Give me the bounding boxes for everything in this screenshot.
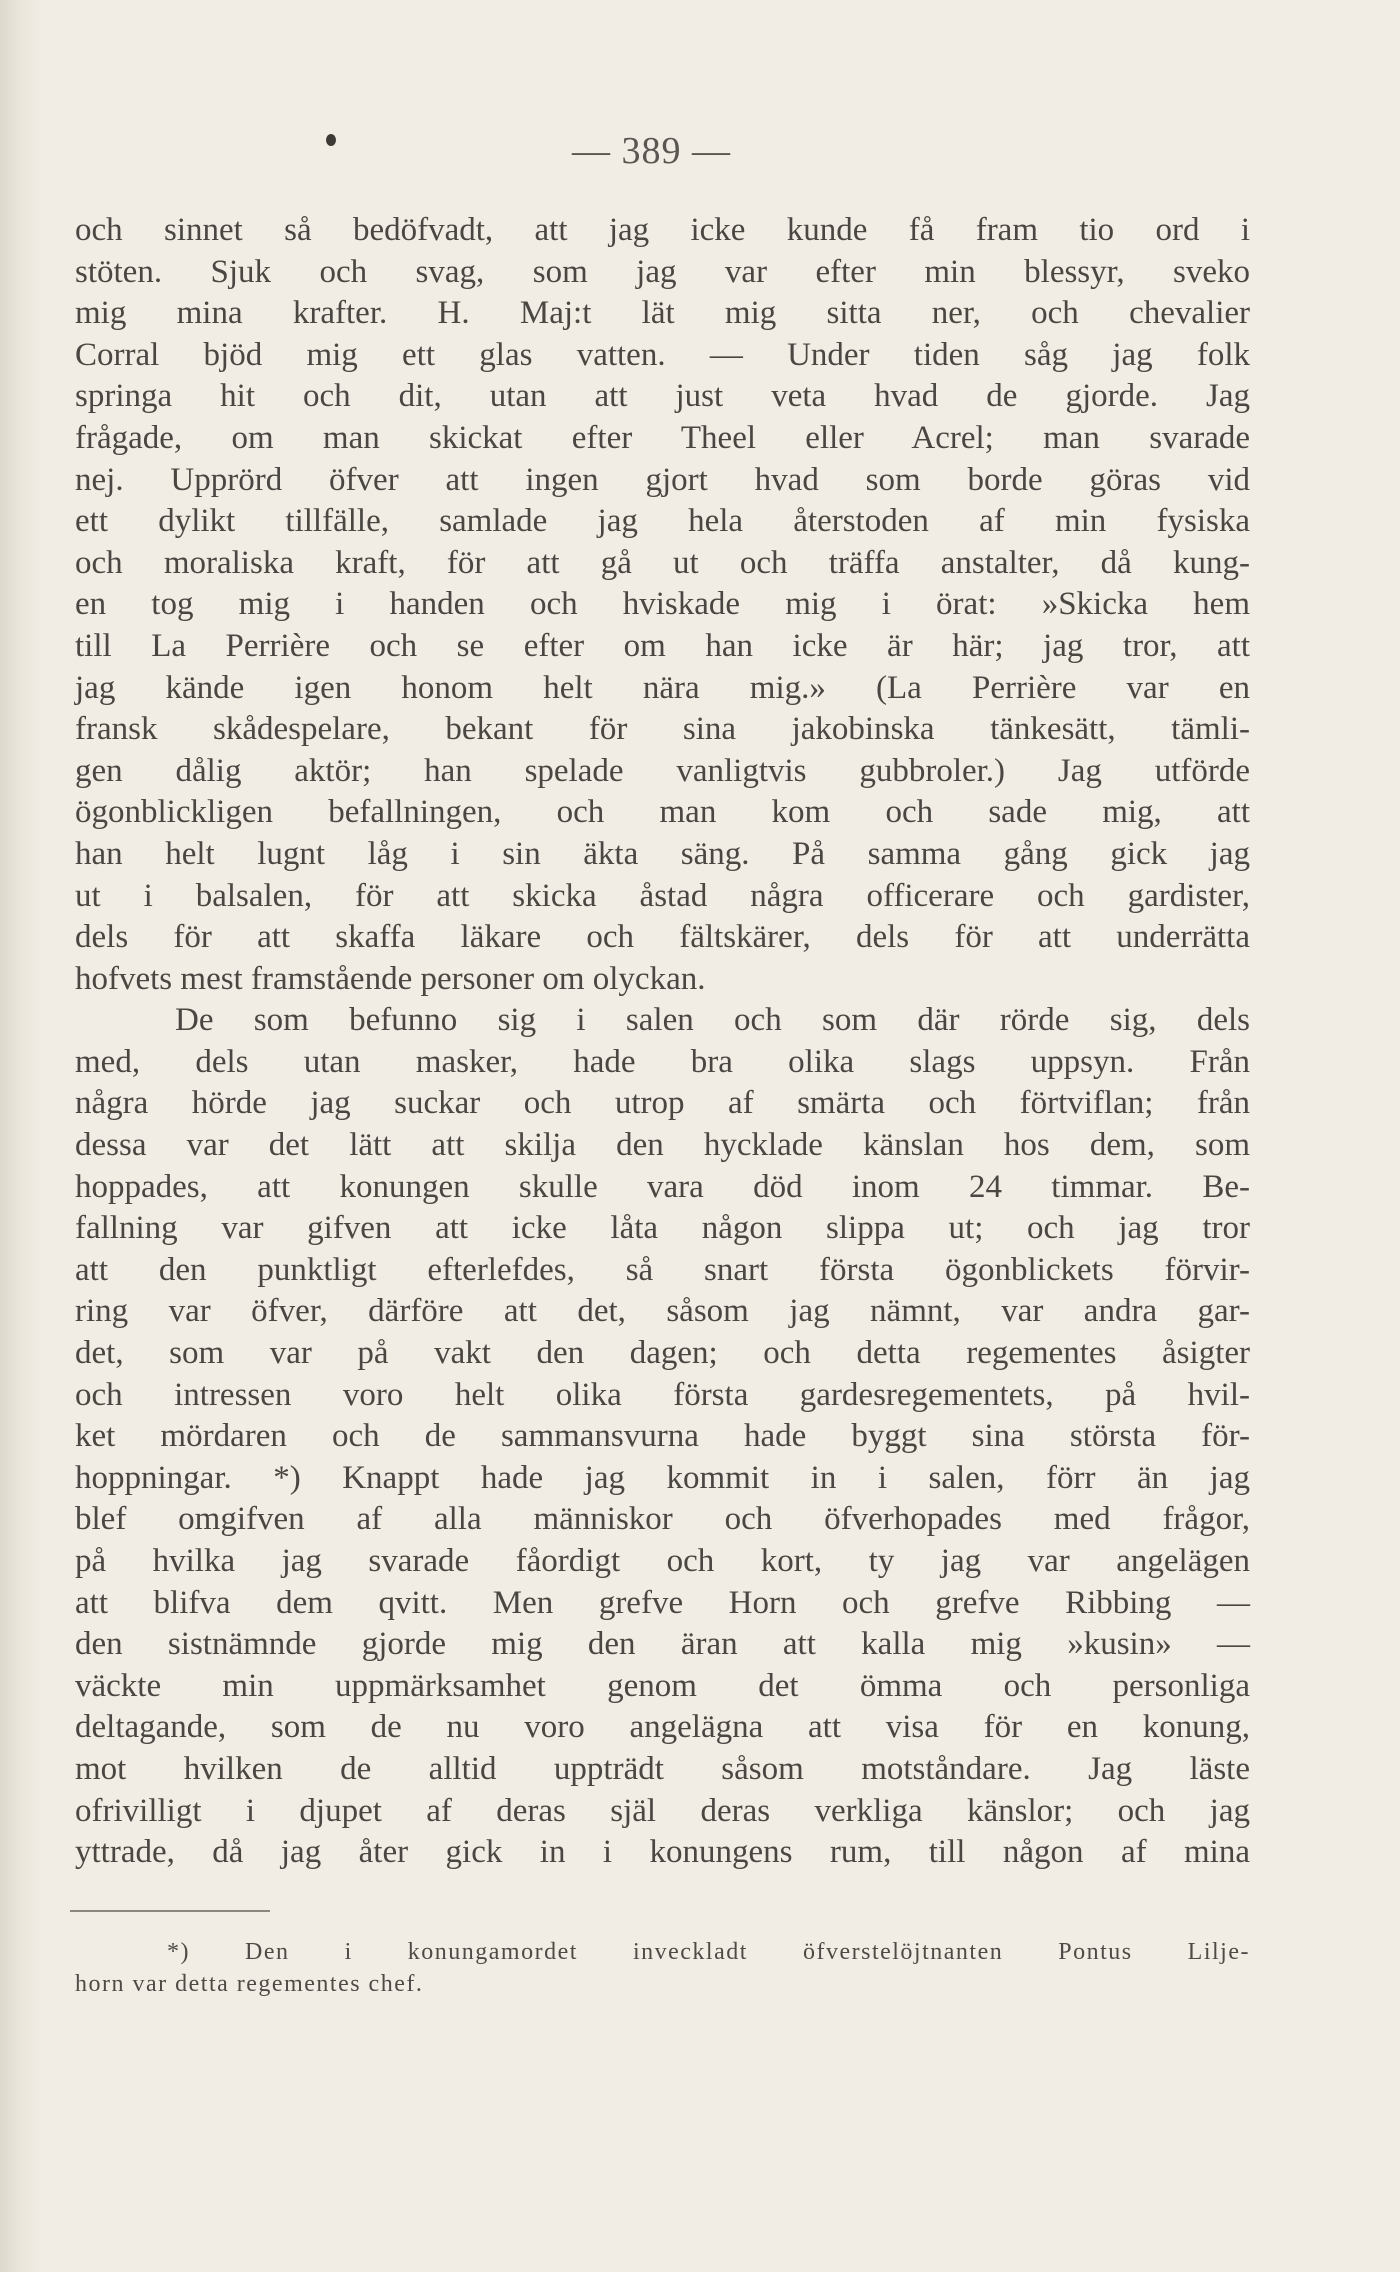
text-line: mot hvilken de alltid uppträdt såsom motståndare. Jag läste <box>75 1750 1250 1787</box>
text-line: fransk skådespelare, bekant för sina jakobinska tänkesätt, tämli- <box>75 711 1250 748</box>
text-line: till La Perrière och se efter om han icke är här; jag tror, att <box>75 627 1250 664</box>
text-line: ofrivilligt i djupet af deras själ deras verkliga känslor; och jag <box>75 1792 1250 1829</box>
text-line-paragraph-start: De som befunno sig i salen och som där rörde sig, dels <box>175 1002 1250 1039</box>
text-line: och intressen voro helt olika första gardesregementets, på hvil- <box>75 1376 1250 1413</box>
text-line: gen dålig aktör; han spelade vanligtvis gubbroler.) Jag utförde <box>75 752 1250 789</box>
text-line: med, dels utan masker, hade bra olika slags uppsyn. Från <box>75 1043 1250 1080</box>
text-line: ket mördaren och de sammansvurna hade byggt sina största för- <box>75 1418 1250 1455</box>
text-line: ring var öfver, därföre att det, såsom jag nämnt, var andra gar- <box>75 1293 1250 1330</box>
text-line: yttrade, då jag åter gick in i konungens rum, till någon af mina <box>75 1834 1250 1871</box>
text-line: ögonblickligen befallningen, och man kom och sade mig, att <box>75 794 1250 831</box>
text-line: deltagande, som de nu voro angelägna att visa för en konung, <box>75 1709 1250 1746</box>
text-line: ut i balsalen, för att skicka åstad några officerare och gardister, <box>75 877 1250 914</box>
footnote-line: horn var detta regementes chef. <box>75 1971 424 1997</box>
text-line: den sistnämnde gjorde mig den äran att kalla mig »kusin» — <box>75 1626 1250 1663</box>
text-line: det, som var på vakt den dagen; och detta regementes åsigter <box>75 1335 1250 1372</box>
text-line: att den punktligt efterlefdes, så snart första ögonblickets förvir- <box>75 1251 1250 1288</box>
text-line: hoppningar. *) Knappt hade jag kommit in i salen, förr än jag <box>75 1459 1250 1496</box>
text-line: fallning var gifven att icke låta någon slippa ut; och jag tror <box>75 1210 1250 1247</box>
text-line: jag kände igen honom helt nära mig.» (La Perrière var en <box>75 669 1250 706</box>
text-line: väckte min uppmärksamhet genom det ömma och personliga <box>75 1667 1250 1704</box>
text-line: dessa var det lätt att skilja den hycklade känslan hos dem, som <box>75 1127 1250 1164</box>
text-line: ett dylikt tillfälle, samlade jag hela återstoden af min fysiska <box>75 503 1250 540</box>
text-line: en tog mig i handen och hviskade mig i örat: »Skicka hem <box>75 586 1250 623</box>
text-line: hoppades, att konungen skulle vara död inom 24 timmar. Be- <box>75 1168 1250 1205</box>
page-number: — 389 — <box>572 130 731 172</box>
page-edge-shadow <box>0 0 42 2272</box>
footnote-divider <box>70 1910 270 1912</box>
footnote <box>75 1936 1250 2000</box>
text-line: nej. Upprörd öfver att ingen gjort hvad som borde göras vid <box>75 461 1250 498</box>
text-line: blef omgifven af alla människor och öfverhopades med frågor, <box>75 1501 1250 1538</box>
text-line: på hvilka jag svarade fåordigt och kort, ty jag var angelägen <box>75 1543 1250 1579</box>
text-line: stöten. Sjuk och svag, som jag var efter min blessyr, sveko <box>75 253 1250 290</box>
body-text <box>75 210 1250 1874</box>
text-line: och moraliska kraft, för att gå ut och träffa anstalter, då kung- <box>75 544 1250 581</box>
text-line: dels för att skaffa läkare och fältskärer, dels för att underrätta <box>75 919 1250 956</box>
footnote-line: *) Den i konungamordet inveckladt öfverstelöjtnanten Pontus Lilje- <box>167 1939 1250 1965</box>
text-line: frågade, om man skickat efter Theel eller Acrel; man svarade <box>75 419 1250 456</box>
text-line: några hörde jag suckar och utrop af smärta och förtviflan; från <box>75 1085 1250 1122</box>
ink-dot <box>326 134 336 146</box>
text-line: han helt lugnt låg i sin äkta säng. På samma gång gick jag <box>75 835 1250 872</box>
text-line: och sinnet så bedöfvadt, att jag icke kunde få fram tio ord i <box>75 212 1250 248</box>
text-line-paragraph-end: hofvets mest framstående personer om olyckan. <box>75 960 706 997</box>
text-line: Corral bjöd mig ett glas vatten. — Under tiden såg jag folk <box>75 336 1250 373</box>
text-line: mig mina krafter. H. Maj:t lät mig sitta ner, och chevalier <box>75 295 1250 332</box>
text-line: springa hit och dit, utan att just veta hvad de gjorde. Jag <box>75 378 1250 415</box>
text-line: att blifva dem qvitt. Men grefve Horn och grefve Ribbing — <box>75 1584 1250 1621</box>
